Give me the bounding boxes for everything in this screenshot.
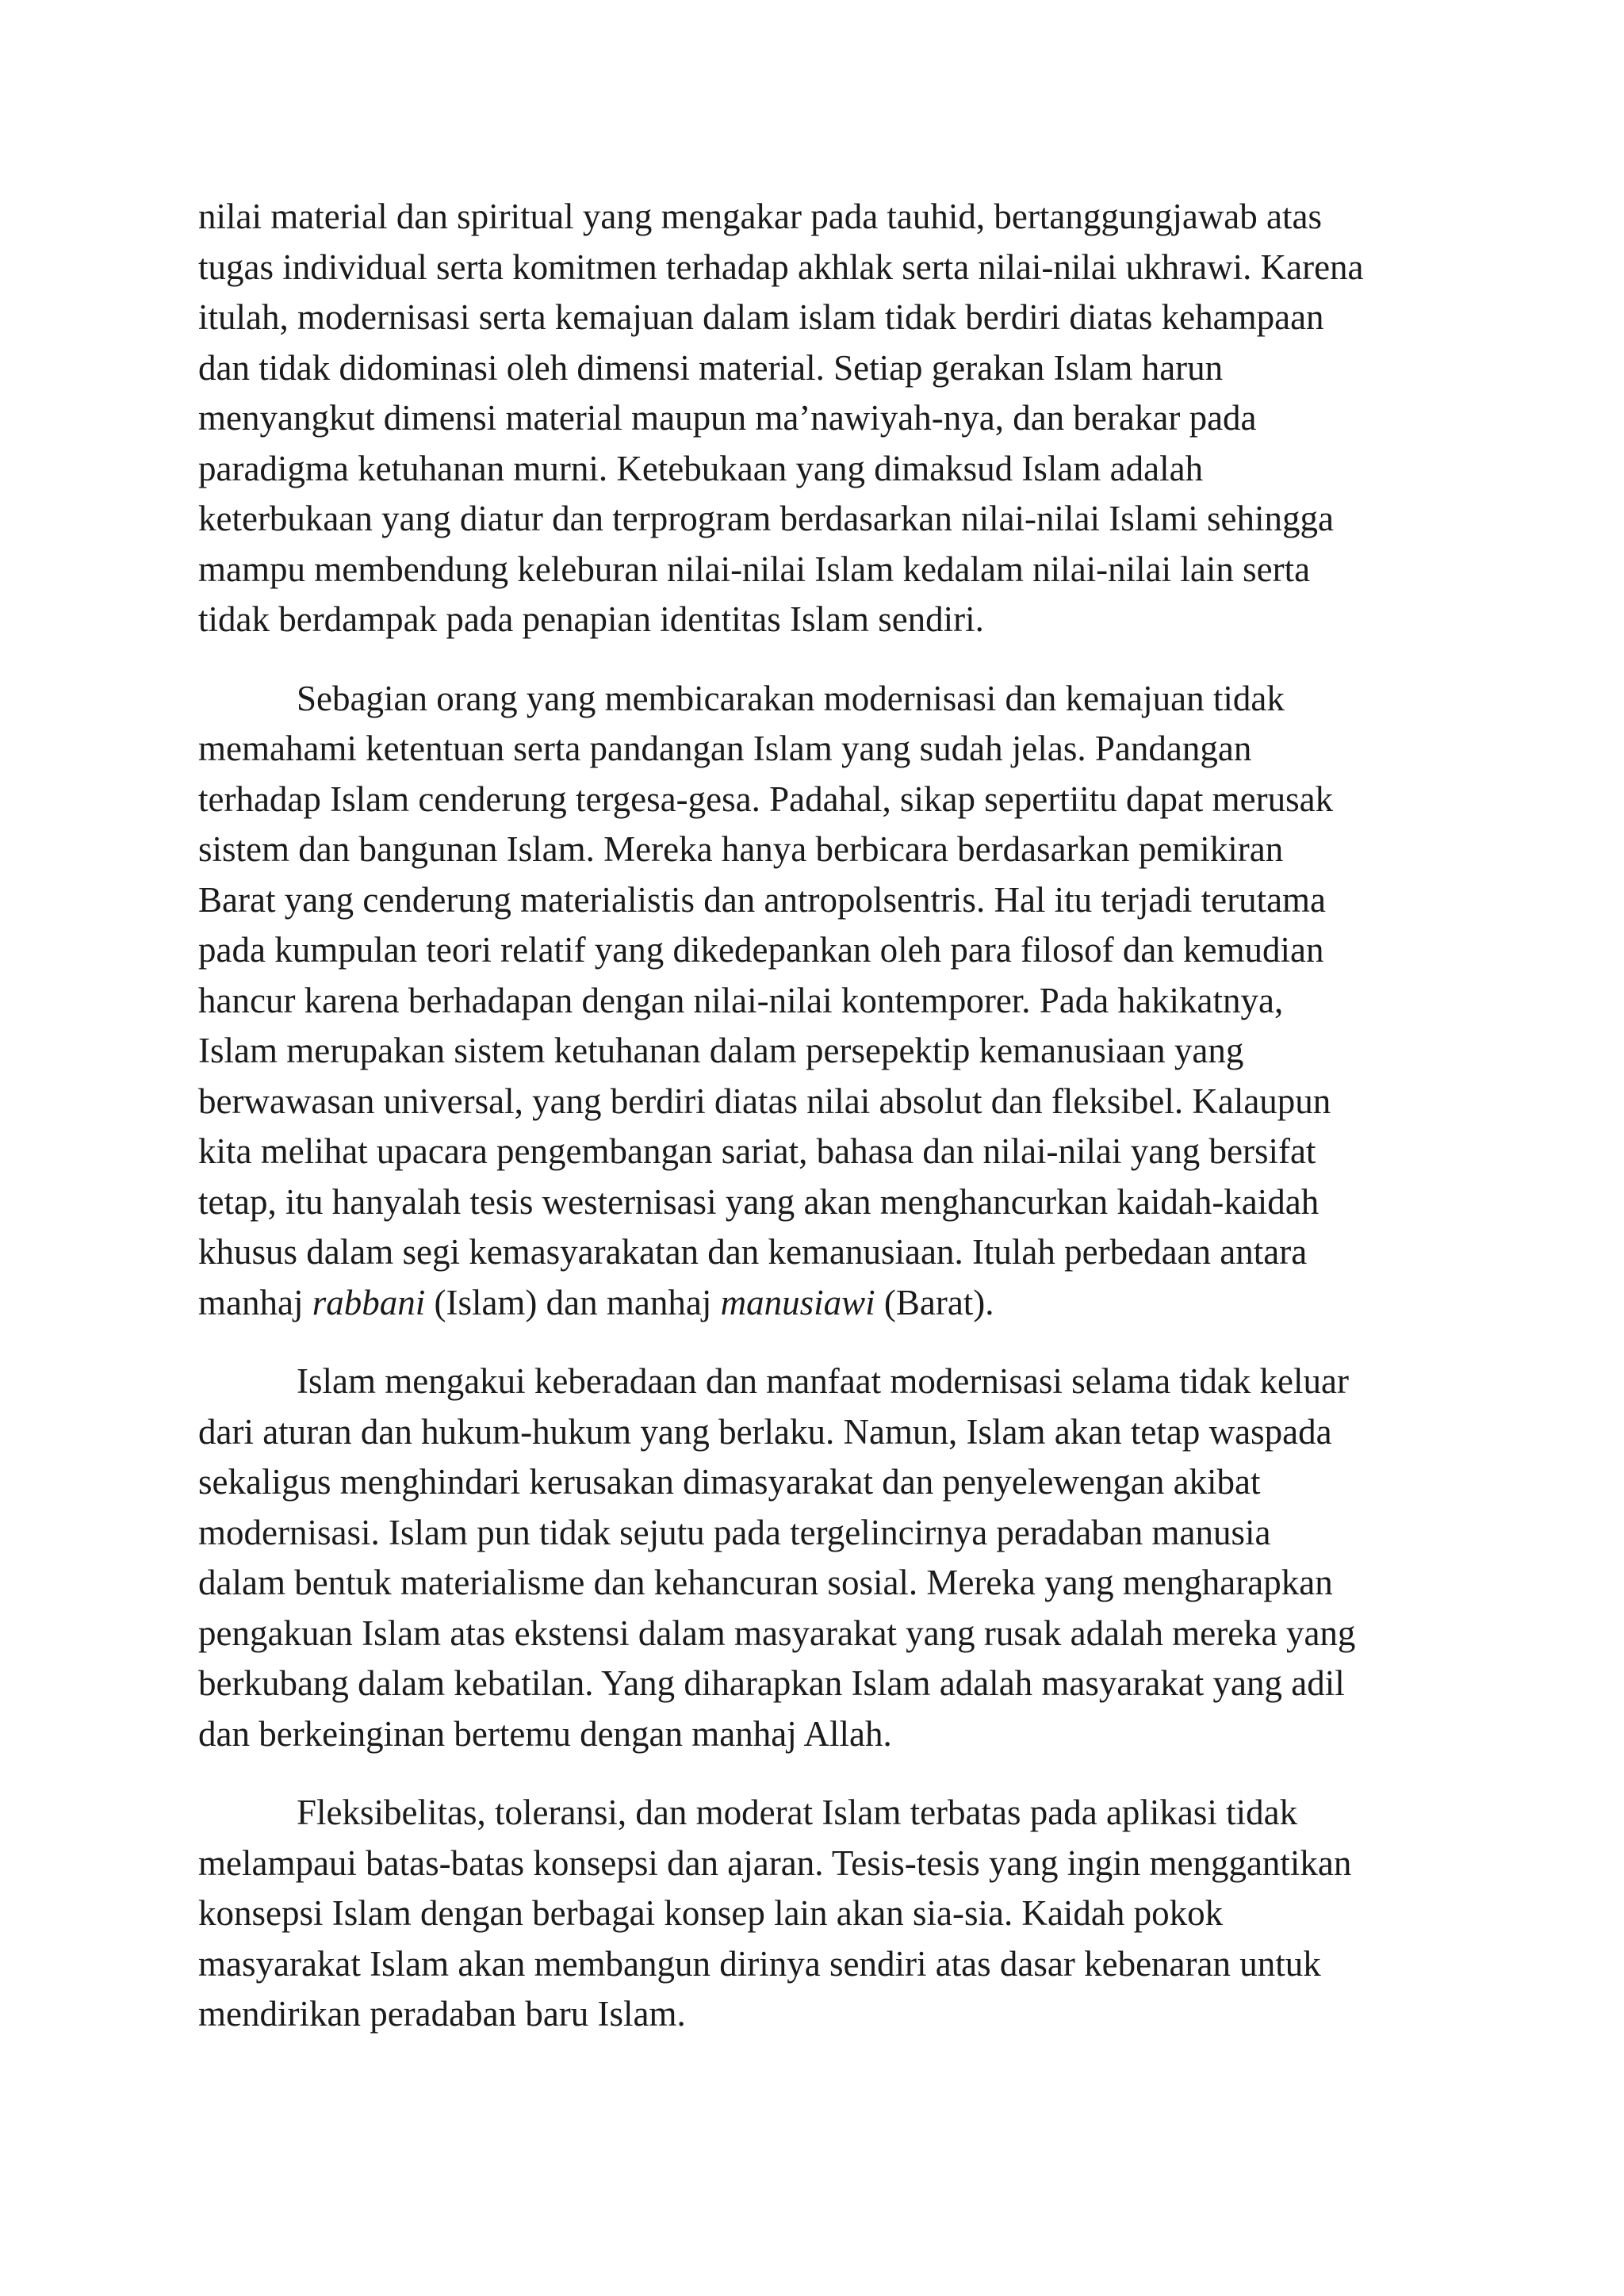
text-line: mendirikan peradaban baru Islam. [198,1994,686,2034]
text-line: sistem dan bangunan Islam. Mereka hanya berbicara berdasarkan pemikiran [198,829,1284,869]
text-line: Islam merupakan sistem ketuhanan dalam persepektip kemanusiaan yang [198,1031,1244,1070]
text-line: masyarakat Islam akan membangun dirinya sendiri atas dasar kebenaran untuk [198,1943,1321,1984]
text-line: dalam bentuk materialisme dan kehancuran sosial. Mereka yang mengharapkan [198,1563,1333,1602]
text-run: (Barat). [875,1282,994,1322]
text-line: dan tidak didominasi oleh dimensi material. Setiap gerakan Islam harun [198,347,1224,388]
text-line: khusus dalam segi kemasyarakatan dan kemanusiaan. Itulah perbedaan antara [198,1232,1308,1272]
text-line: tetap, itu hanyalah tesis westernisasi yang akan menghancurkan kaidah-kaidah [198,1181,1320,1222]
text-line: konsepsi Islam dengan berbagai konsep lain akan sia-sia. Kaidah pokok [198,1893,1224,1933]
text-run: manhaj [198,1282,312,1322]
text-line: dan berkeinginan bertemu dengan manhaj Allah. [198,1713,892,1754]
text-line: Islam mengakui keberadaan dan manfaat modernisasi selama tidak keluar [297,1361,1349,1401]
body-text [198,192,1435,2068]
italic-term-manusiawi: manusiawi [720,1282,875,1322]
paragraph-4 [198,1788,1435,2040]
text-line: sekaligus menghindari kerusakan dimasyarakat dan penyelewengan akibat [198,1462,1261,1502]
text-line: Sebagian orang yang membicarakan modernisasi dan kemajuan tidak [297,678,1285,718]
text-line: modernisasi. Islam pun tidak sejutu pada tergelincirnya peradaban manusia [198,1512,1271,1552]
text-line: paradigma ketuhanan murni. Ketebukaan yang dimaksud Islam adalah [198,448,1204,488]
italic-term-rabbani: rabbani [312,1282,426,1322]
text-line: menyangkut dimensi material maupun ma’nawiyah-nya, dan berakar pada [198,398,1257,438]
text-line: pengakuan Islam atas ekstensi dalam masyarakat yang rusak adalah mereka yang [198,1613,1356,1653]
text-line: keterbukaan yang diatur dan terprogram berdasarkan nilai-nilai Islami sehingga [198,499,1334,538]
text-line: mampu membendung keleburan nilai-nilai Islam kedalam nilai-nilai lain serta [198,549,1311,589]
text-line: nilai material dan spiritual yang mengakar pada tauhid, bertanggungjawab atas [198,197,1322,236]
text-line: pada kumpulan teori relatif yang dikedepankan oleh para filosof dan kemudian [198,930,1324,970]
paragraph-2 [198,674,1435,1329]
text-run: (Islam) dan manhaj [425,1282,721,1322]
text-line: tidak berdampak pada penapian identitas Islam sendiri. [198,599,984,639]
text-line: memahami ketentuan serta pandangan Islam yang sudah jelas. Pandangan [198,729,1252,768]
text-line: melampaui batas-batas konsepsi dan ajaran. Tesis-tesis yang ingin menggantikan [198,1843,1352,1883]
text-line: terhadap Islam cenderung tergesa-gesa. Padahal, sikap sepertiitu dapat merusak [198,779,1334,819]
text-line: dari aturan dan hukum-hukum yang berlaku. Namun, Islam akan tetap waspada [198,1411,1332,1452]
text-line: hancur karena berhadapan dengan nilai-nilai kontemporer. Pada hakikatnya, [198,980,1284,1020]
text-line: kita melihat upacara pengembangan sariat, bahasa dan nilai-nilai yang bersifat [198,1131,1316,1171]
text-line-with-italics [198,1283,994,1322]
paragraph-1 [198,192,1435,645]
text-line: Barat yang cenderung materialistis dan antropolsentris. Hal itu terjadi terutama [198,879,1327,920]
text-line: berwawasan universal, yang berdiri diatas nilai absolut dan fleksibel. Kalaupun [198,1081,1331,1121]
text-line: berkubang dalam kebatilan. Yang diharapkan Islam adalah masyarakat yang adil [198,1663,1345,1703]
paragraph-3 [198,1357,1435,1759]
text-line: tugas individual serta komitmen terhadap akhlak serta nilai-nilai ukhrawi. Karena [198,247,1364,287]
text-line: itulah, modernisasi serta kemajuan dalam islam tidak berdiri diatas kehampaan [198,297,1324,337]
text-line: Fleksibelitas, toleransi, dan moderat Islam terbatas pada aplikasi tidak [297,1793,1298,1832]
